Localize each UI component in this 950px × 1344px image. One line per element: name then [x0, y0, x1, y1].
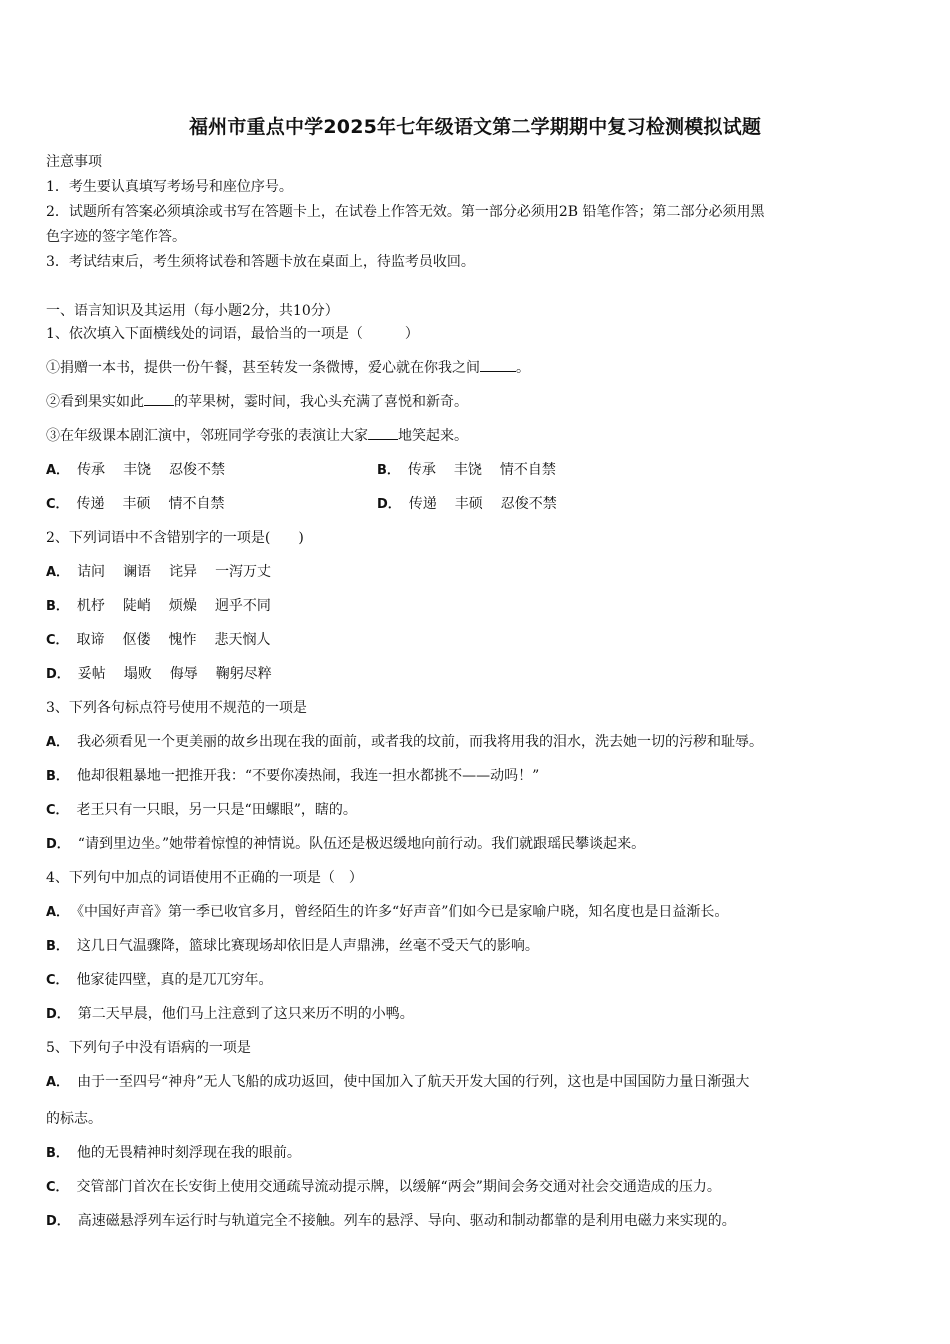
sentence-text: 地笑起来。: [398, 428, 468, 444]
option-word: 取谛: [76, 632, 105, 648]
option-letter: A．: [46, 565, 70, 580]
option-letter: C．: [46, 633, 69, 648]
option-c[interactable]: [46, 496, 243, 512]
option-text: 由于一至四号“神舟”无人飞船的成功返回，使中国加入了航天开发大国的行列，这也是中国国防力量日渐强大: [77, 1074, 750, 1090]
option-a[interactable]: [46, 561, 908, 595]
option-b[interactable]: [46, 935, 908, 969]
option-letter: B．: [46, 939, 69, 954]
option-c[interactable]: [46, 1176, 908, 1210]
notice-item: 2．试题所有答案必须填涂或书写在答题卡上，在试卷上作答无效。第一部分必须用2B 铅笔作答；第二部分必须用黑: [46, 204, 765, 220]
question-1-sentence-2: [46, 391, 908, 425]
question-2-stem: 2、下列词语中不含错别字的一项是( ): [46, 530, 304, 546]
option-word: 情不自禁: [168, 496, 225, 512]
option-text: 《中国好声音》第一季已收官多月，曾经陌生的许多“好声音”们如今已是家喻户晓，知名度也是日益渐长。: [77, 904, 729, 920]
option-word: 机杼: [76, 598, 105, 614]
option-text: 他却很粗暴地一把推开我：“不要你凑热闹，我连一担水都挑不——动吗！”: [76, 768, 540, 784]
fill-blank: [480, 357, 516, 372]
question-1-options-row: [46, 493, 908, 527]
option-word: 传承: [407, 462, 436, 478]
option-word: 陡峭: [122, 598, 151, 614]
option-a[interactable]: [46, 901, 908, 935]
option-letter: A．: [46, 1075, 70, 1090]
option-word: 谰语: [123, 564, 152, 580]
option-c[interactable]: [46, 969, 908, 1003]
option-word: 烦燥: [168, 598, 197, 614]
option-word: 传承: [77, 462, 106, 478]
option-letter: A．: [46, 735, 70, 750]
question-4-stem: 4、下列句中加点的词语使用不正确的一项是（ ）: [46, 870, 363, 886]
option-word: 丰饶: [453, 462, 482, 478]
fill-blank: [144, 391, 174, 406]
question-1-stem: 1、依次填入下面横线处的词语，最恰当的一项是（ ）: [46, 326, 419, 342]
sentence-text: ①捐赠一本书，提供一份午餐，甚至转发一条微博，爱心就在你我之间: [46, 360, 480, 376]
question-1-options-row: [46, 459, 908, 493]
option-letter: D．: [46, 667, 70, 682]
option-c[interactable]: [46, 799, 908, 833]
option-text: 他家徒四壁，真的是兀兀穷年。: [76, 972, 273, 988]
option-b[interactable]: [377, 459, 574, 482]
option-word: 一泻万丈: [215, 564, 272, 580]
fill-blank: [368, 425, 398, 440]
option-text: 交管部门首次在长安街上使用交通疏导流动提示牌，以缓解“两会”期间会务交通对社会交通造成的压力。: [76, 1179, 721, 1195]
option-text: 这几日气温骤降，篮球比赛现场却依旧是人声鼎沸，丝毫不受天气的影响。: [76, 938, 539, 954]
option-b[interactable]: [46, 765, 908, 799]
question-1-sentence-1: [46, 357, 908, 391]
option-letter: B．: [377, 463, 400, 478]
option-word: 妥帖: [77, 666, 106, 682]
option-word: 丰饶: [123, 462, 152, 478]
option-letter: A．: [46, 905, 70, 920]
option-d[interactable]: [46, 833, 908, 867]
option-letter: B．: [46, 1146, 69, 1161]
section-heading: 一、语言知识及其运用（每小题2分，共10分）: [46, 303, 339, 319]
option-letter: D．: [46, 1007, 70, 1022]
question-5-stem: 5、下列句子中没有语病的一项是: [46, 1040, 251, 1056]
option-letter: D．: [377, 497, 401, 512]
notice-item: 色字迹的签字笔作答。: [46, 229, 186, 245]
question-1-sentence-3: [46, 425, 908, 459]
option-d[interactable]: [46, 1210, 908, 1244]
option-word: 传递: [76, 496, 105, 512]
option-a-continuation: 的标志。: [46, 1111, 102, 1127]
option-text: 高速磁悬浮列车运行时与轨道完全不接触。列车的悬浮、导向、驱动和制动都靠的是利用电磁力来实现的。: [77, 1213, 736, 1229]
option-d[interactable]: [46, 663, 908, 697]
option-letter: D．: [46, 837, 70, 852]
option-text: 第二天早晨，他们马上注意到了这只来历不明的小鸭。: [77, 1006, 414, 1022]
notice-item: 3．考试结束后，考生须将试卷和答题卡放在桌面上，待监考员收回。: [46, 254, 475, 270]
notice-block: [46, 150, 908, 275]
option-text: “请到里边坐。”她带着惊惶的神情说。队伍还是极迟缓地向前行动。我们就跟瑶民攀谈起来。: [77, 836, 646, 852]
option-word: 丰硕: [454, 496, 483, 512]
question-3-stem: 3、下列各句标点符号使用不规范的一项是: [46, 700, 307, 716]
sentence-text: 。: [516, 360, 530, 376]
notice-item: 1．考生要认真填写考场号和座位序号。: [46, 179, 293, 195]
option-word: 塌败: [123, 666, 152, 682]
option-letter: A．: [46, 463, 70, 478]
option-a[interactable]: [46, 462, 243, 478]
section-one: [46, 300, 908, 1244]
option-a[interactable]: [46, 731, 908, 765]
option-b[interactable]: [46, 1142, 908, 1176]
option-word: 愧怍: [168, 632, 197, 648]
option-word: 伛偻: [122, 632, 151, 648]
option-word: 诘问: [77, 564, 106, 580]
option-word: 情不自禁: [499, 462, 556, 478]
option-text: 老王只有一只眼，另一只是“田螺眼”，瞎的。: [76, 802, 357, 818]
option-word: 悲天悯人: [214, 632, 271, 648]
option-word: 丰硕: [122, 496, 151, 512]
option-word: 传递: [408, 496, 437, 512]
option-letter: C．: [46, 973, 69, 988]
sentence-text: ③在年级课本剧汇演中，邻班同学夸张的表演让大家: [46, 428, 368, 444]
option-word: 忍俊不禁: [169, 462, 226, 478]
option-a[interactable]: [46, 1071, 908, 1108]
sentence-text: ②看到果实如此: [46, 394, 144, 410]
notice-heading: 注意事项: [46, 154, 102, 170]
option-letter: C．: [46, 497, 69, 512]
option-letter: C．: [46, 803, 69, 818]
option-b[interactable]: [46, 595, 908, 629]
option-word: 迥乎不同: [214, 598, 271, 614]
option-c[interactable]: [46, 629, 908, 663]
option-text: 我必须看见一个更美丽的故乡出现在我的面前，或者我的坟前，而我将用我的泪水，洗去她一切的污秽和耻辱。: [77, 734, 764, 750]
option-word: 侮辱: [169, 666, 198, 682]
option-text: 他的无畏精神时刻浮现在我的眼前。: [76, 1145, 301, 1161]
option-letter: B．: [46, 769, 69, 784]
option-letter: C．: [46, 1180, 69, 1195]
option-d[interactable]: [46, 1003, 908, 1037]
option-d[interactable]: [377, 493, 575, 516]
option-letter: D．: [46, 1214, 70, 1229]
option-word: 诧异: [169, 564, 198, 580]
page-title: 福州市重点中学2025年七年级语文第二学期期中复习检测模拟试题: [188, 116, 762, 138]
option-word: 鞠躬尽粹: [215, 666, 272, 682]
option-letter: B．: [46, 599, 69, 614]
option-word: 忍俊不禁: [500, 496, 557, 512]
sentence-text: 的苹果树，霎时间，我心头充满了喜悦和新奇。: [174, 394, 468, 410]
